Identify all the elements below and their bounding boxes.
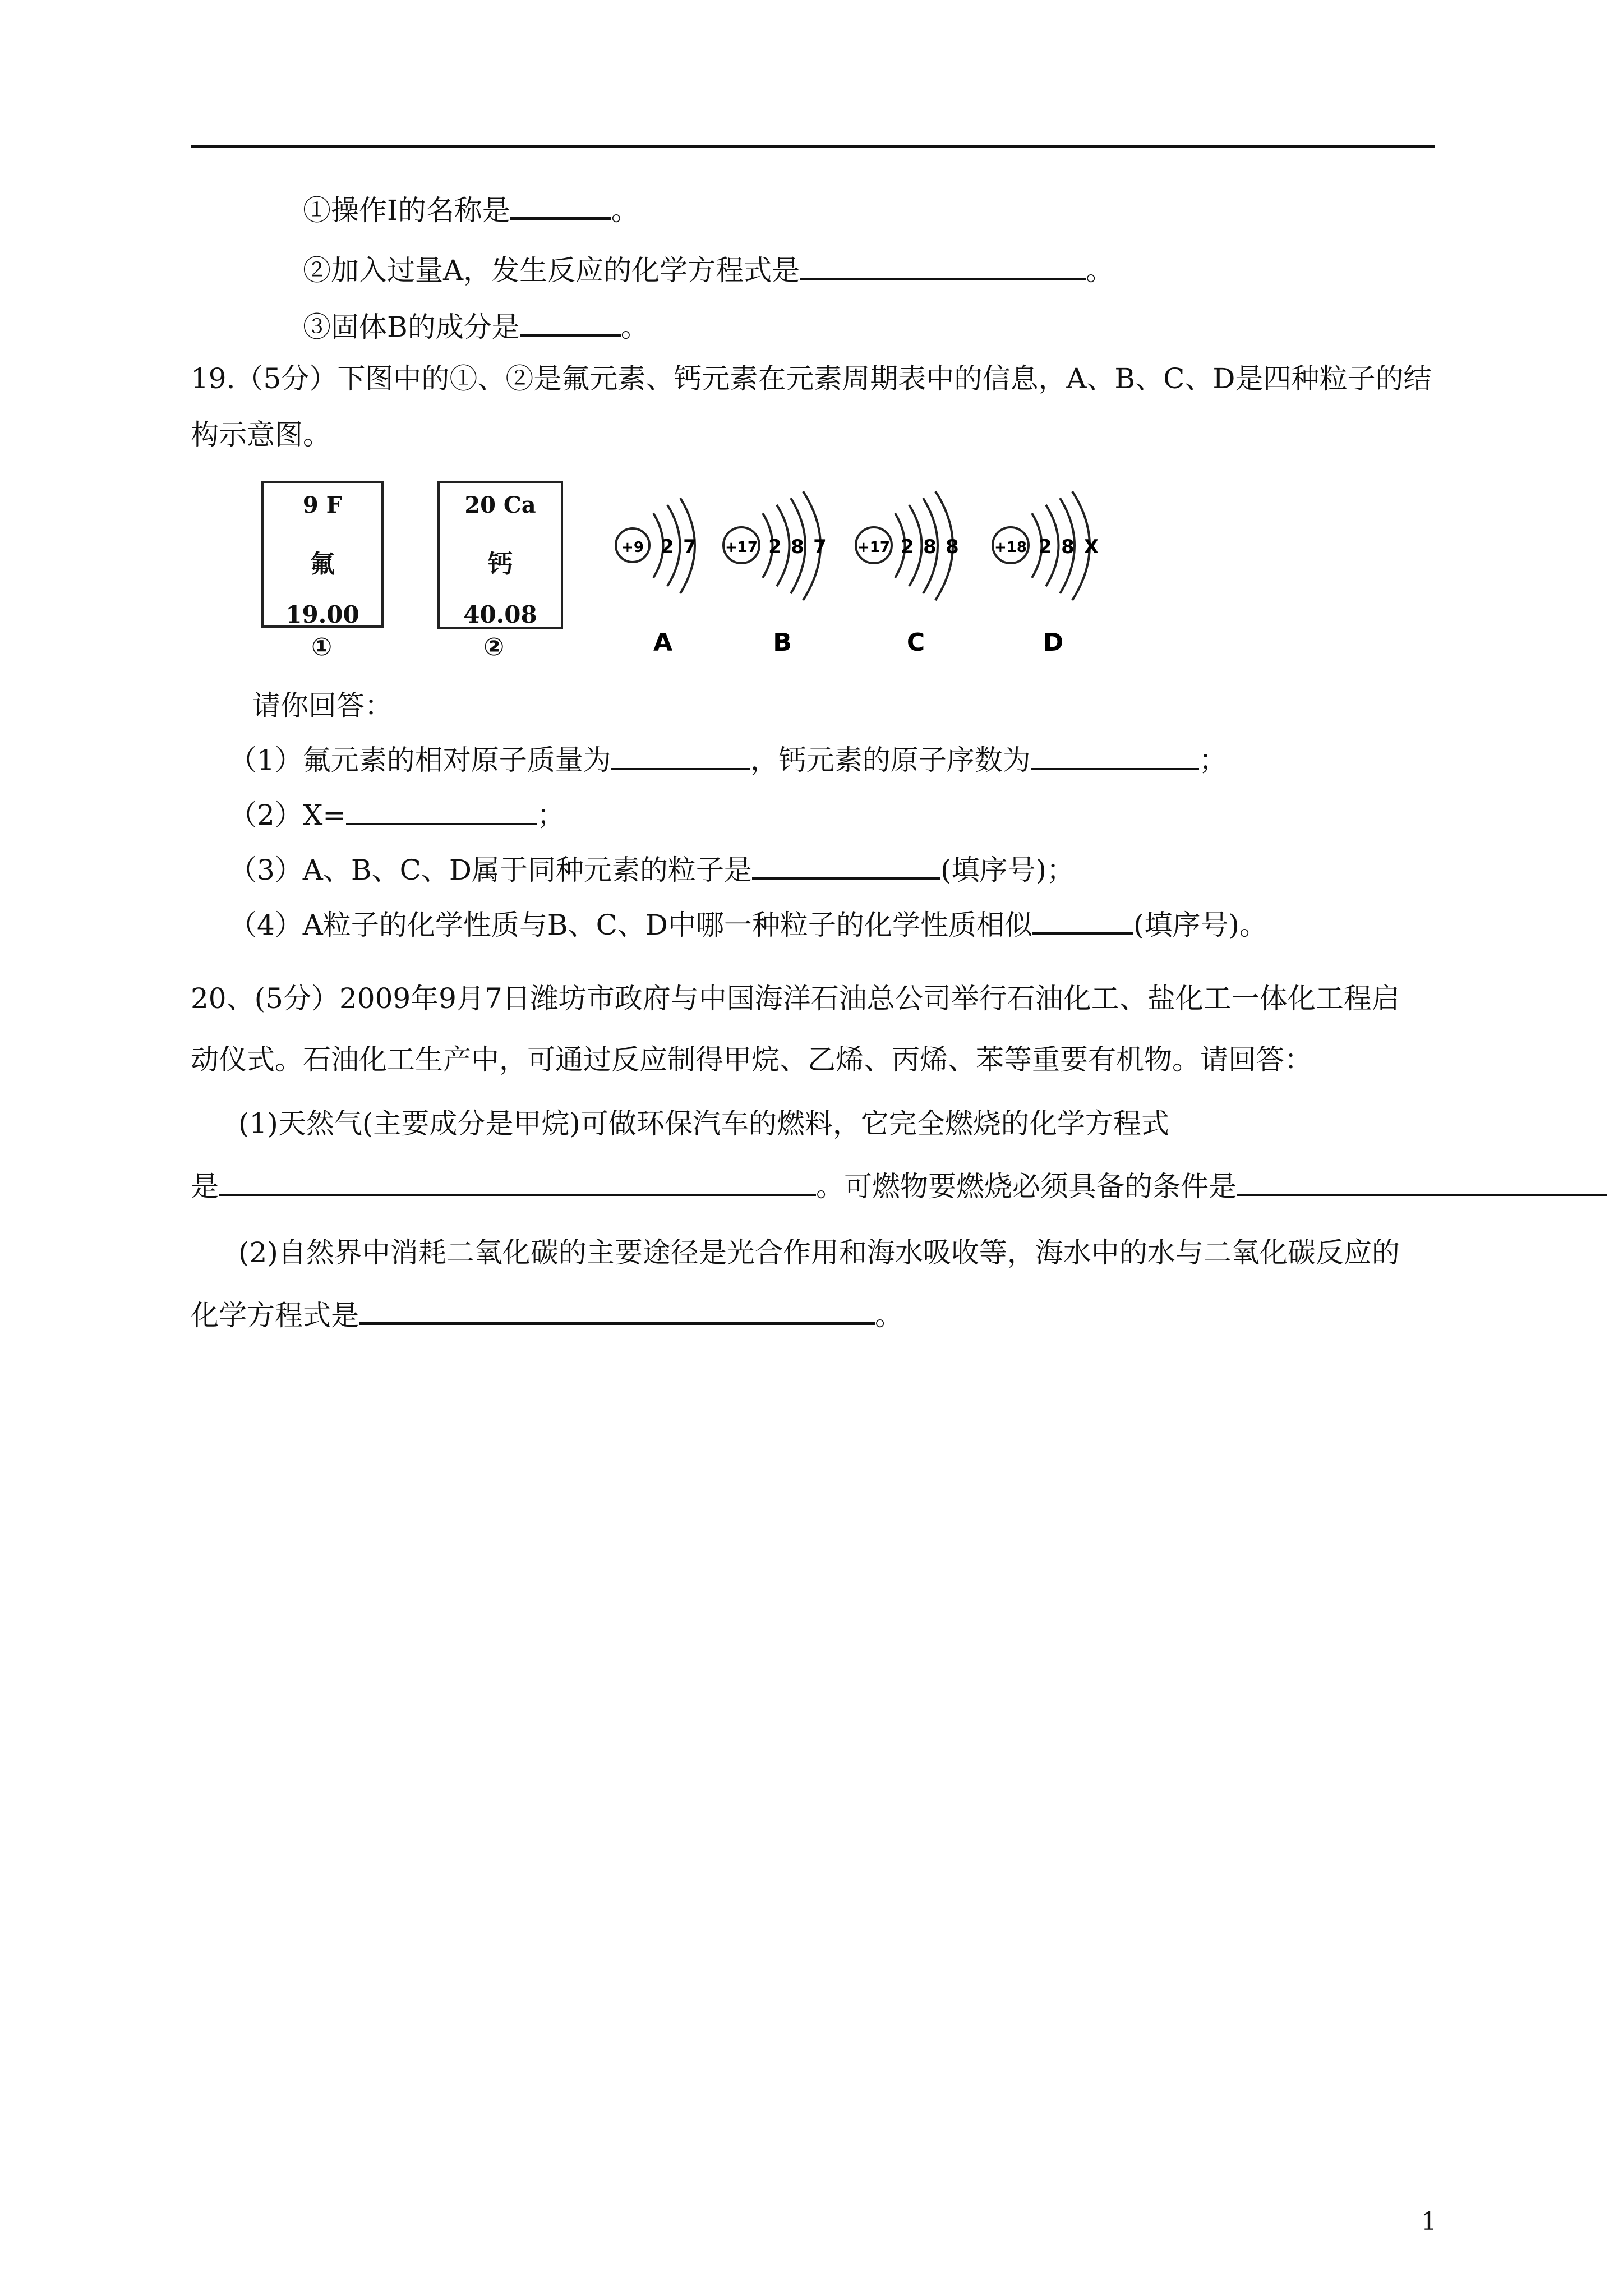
q20-part1-line2: 是 。可燃物要燃烧必须具备的条件是: [191, 1167, 1607, 1206]
answer-blank[interactable]: [1237, 1168, 1607, 1196]
shell-electrons: 2: [1039, 536, 1052, 558]
shell-electrons: 8: [1061, 536, 1075, 558]
q19-stem-line2: 构示意图。: [191, 418, 331, 451]
particle-label: A: [653, 628, 673, 651]
q20-stem-line1: 20、(5分）2009年9月7日潍坊市政府与中国海洋石油总公司举行石油化工、盐化工一体化工程启: [191, 982, 1400, 1015]
element-mass: 40.08: [463, 601, 537, 628]
shell-electrons: 2: [768, 536, 782, 558]
q19-sub3: （3）A、B、C、D属于同种元素的粒子是 (填序号)；: [229, 850, 1075, 890]
nucleus-charge: +17: [857, 539, 890, 556]
element-card-label: ①: [311, 633, 333, 661]
header-rule: [191, 145, 1435, 148]
q18-op1: ①操作Ⅰ的名称是 。: [303, 191, 639, 230]
answer-blank[interactable]: [359, 1296, 875, 1325]
shell-electrons: 8: [946, 536, 959, 558]
q20-part2-line2: 化学方程式是 。: [191, 1296, 903, 1335]
q19-sub4: （4）A粒子的化学性质与B、C、D中哪一种粒子的化学性质相似 (填序号)。: [229, 905, 1267, 945]
q19-sub2: （2）X= ；: [229, 795, 565, 835]
answer-blank[interactable]: [752, 851, 940, 880]
particle-label: C: [906, 628, 925, 651]
answer-blank[interactable]: [520, 308, 621, 337]
nucleus-charge: +17: [725, 539, 758, 556]
element-name: 钙: [488, 550, 513, 578]
answer-blank[interactable]: [219, 1168, 816, 1196]
page-number: 1: [1421, 2207, 1437, 2236]
particle-label: B: [773, 628, 792, 651]
answer-blank[interactable]: [1031, 742, 1199, 770]
q19-stem-line1: 19.（5分）下图中的①、②是氟元素、钙元素在元素周期表中的信息，A、B、C、D是四种粒子的结: [191, 362, 1432, 395]
element-mass: 19.00: [285, 601, 359, 628]
element-number-symbol: 20 Ca: [464, 492, 536, 518]
q18-op2: ②加入过量A，发生反应的化学方程式是 。: [303, 251, 1114, 290]
particle-a: [616, 498, 697, 651]
nucleus-charge: +9: [621, 539, 644, 556]
q19-prompt: 请你回答：: [252, 689, 393, 722]
element-number-symbol: 9 F: [302, 492, 343, 518]
answer-blank[interactable]: [611, 742, 750, 770]
q20-part2-line1: (2)自然界中消耗二氧化碳的主要途径是光合作用和海水吸收等，海水中的水与二氧化碳反应的: [238, 1236, 1400, 1269]
particle-b: [723, 491, 827, 651]
element-card-label: ②: [483, 633, 505, 661]
particle-d: [993, 491, 1099, 651]
answer-blank[interactable]: [1032, 906, 1133, 935]
particle-structure-diagrams: [594, 482, 1127, 651]
answer-blank[interactable]: [346, 797, 537, 825]
shell-electrons: 8: [791, 536, 804, 558]
element-card-calcium: [437, 481, 563, 629]
q20-stem-line2: 动仪式。石油化工生产中，可通过反应制得甲烷、乙烯、丙烯、苯等重要有机物。请回答：: [191, 1043, 1312, 1076]
shell-electrons: 7: [683, 536, 697, 558]
particle-label: D: [1043, 628, 1064, 651]
particle-c: [856, 491, 959, 651]
nucleus-charge: +18: [994, 539, 1027, 556]
shell-electrons: 8: [923, 536, 937, 558]
shell-electrons: 7: [813, 536, 827, 558]
shell-electrons: X: [1083, 536, 1099, 558]
shell-electrons: 2: [661, 536, 674, 558]
element-name: 氟: [310, 550, 335, 578]
q18-op3: ③固体B的成分是 。: [303, 307, 649, 347]
q19-sub1: （1）氟元素的相对原子质量为 ，钙元素的原子序数为 ；: [229, 740, 1227, 780]
q20-part1-line1: (1)天然气(主要成分是甲烷)可做环保汽车的燃料，它完全燃烧的化学方程式: [238, 1107, 1169, 1140]
element-card-fluorine: [261, 481, 384, 628]
answer-blank[interactable]: [800, 252, 1086, 280]
answer-blank[interactable]: [510, 191, 611, 220]
shell-electrons: 2: [901, 536, 914, 558]
